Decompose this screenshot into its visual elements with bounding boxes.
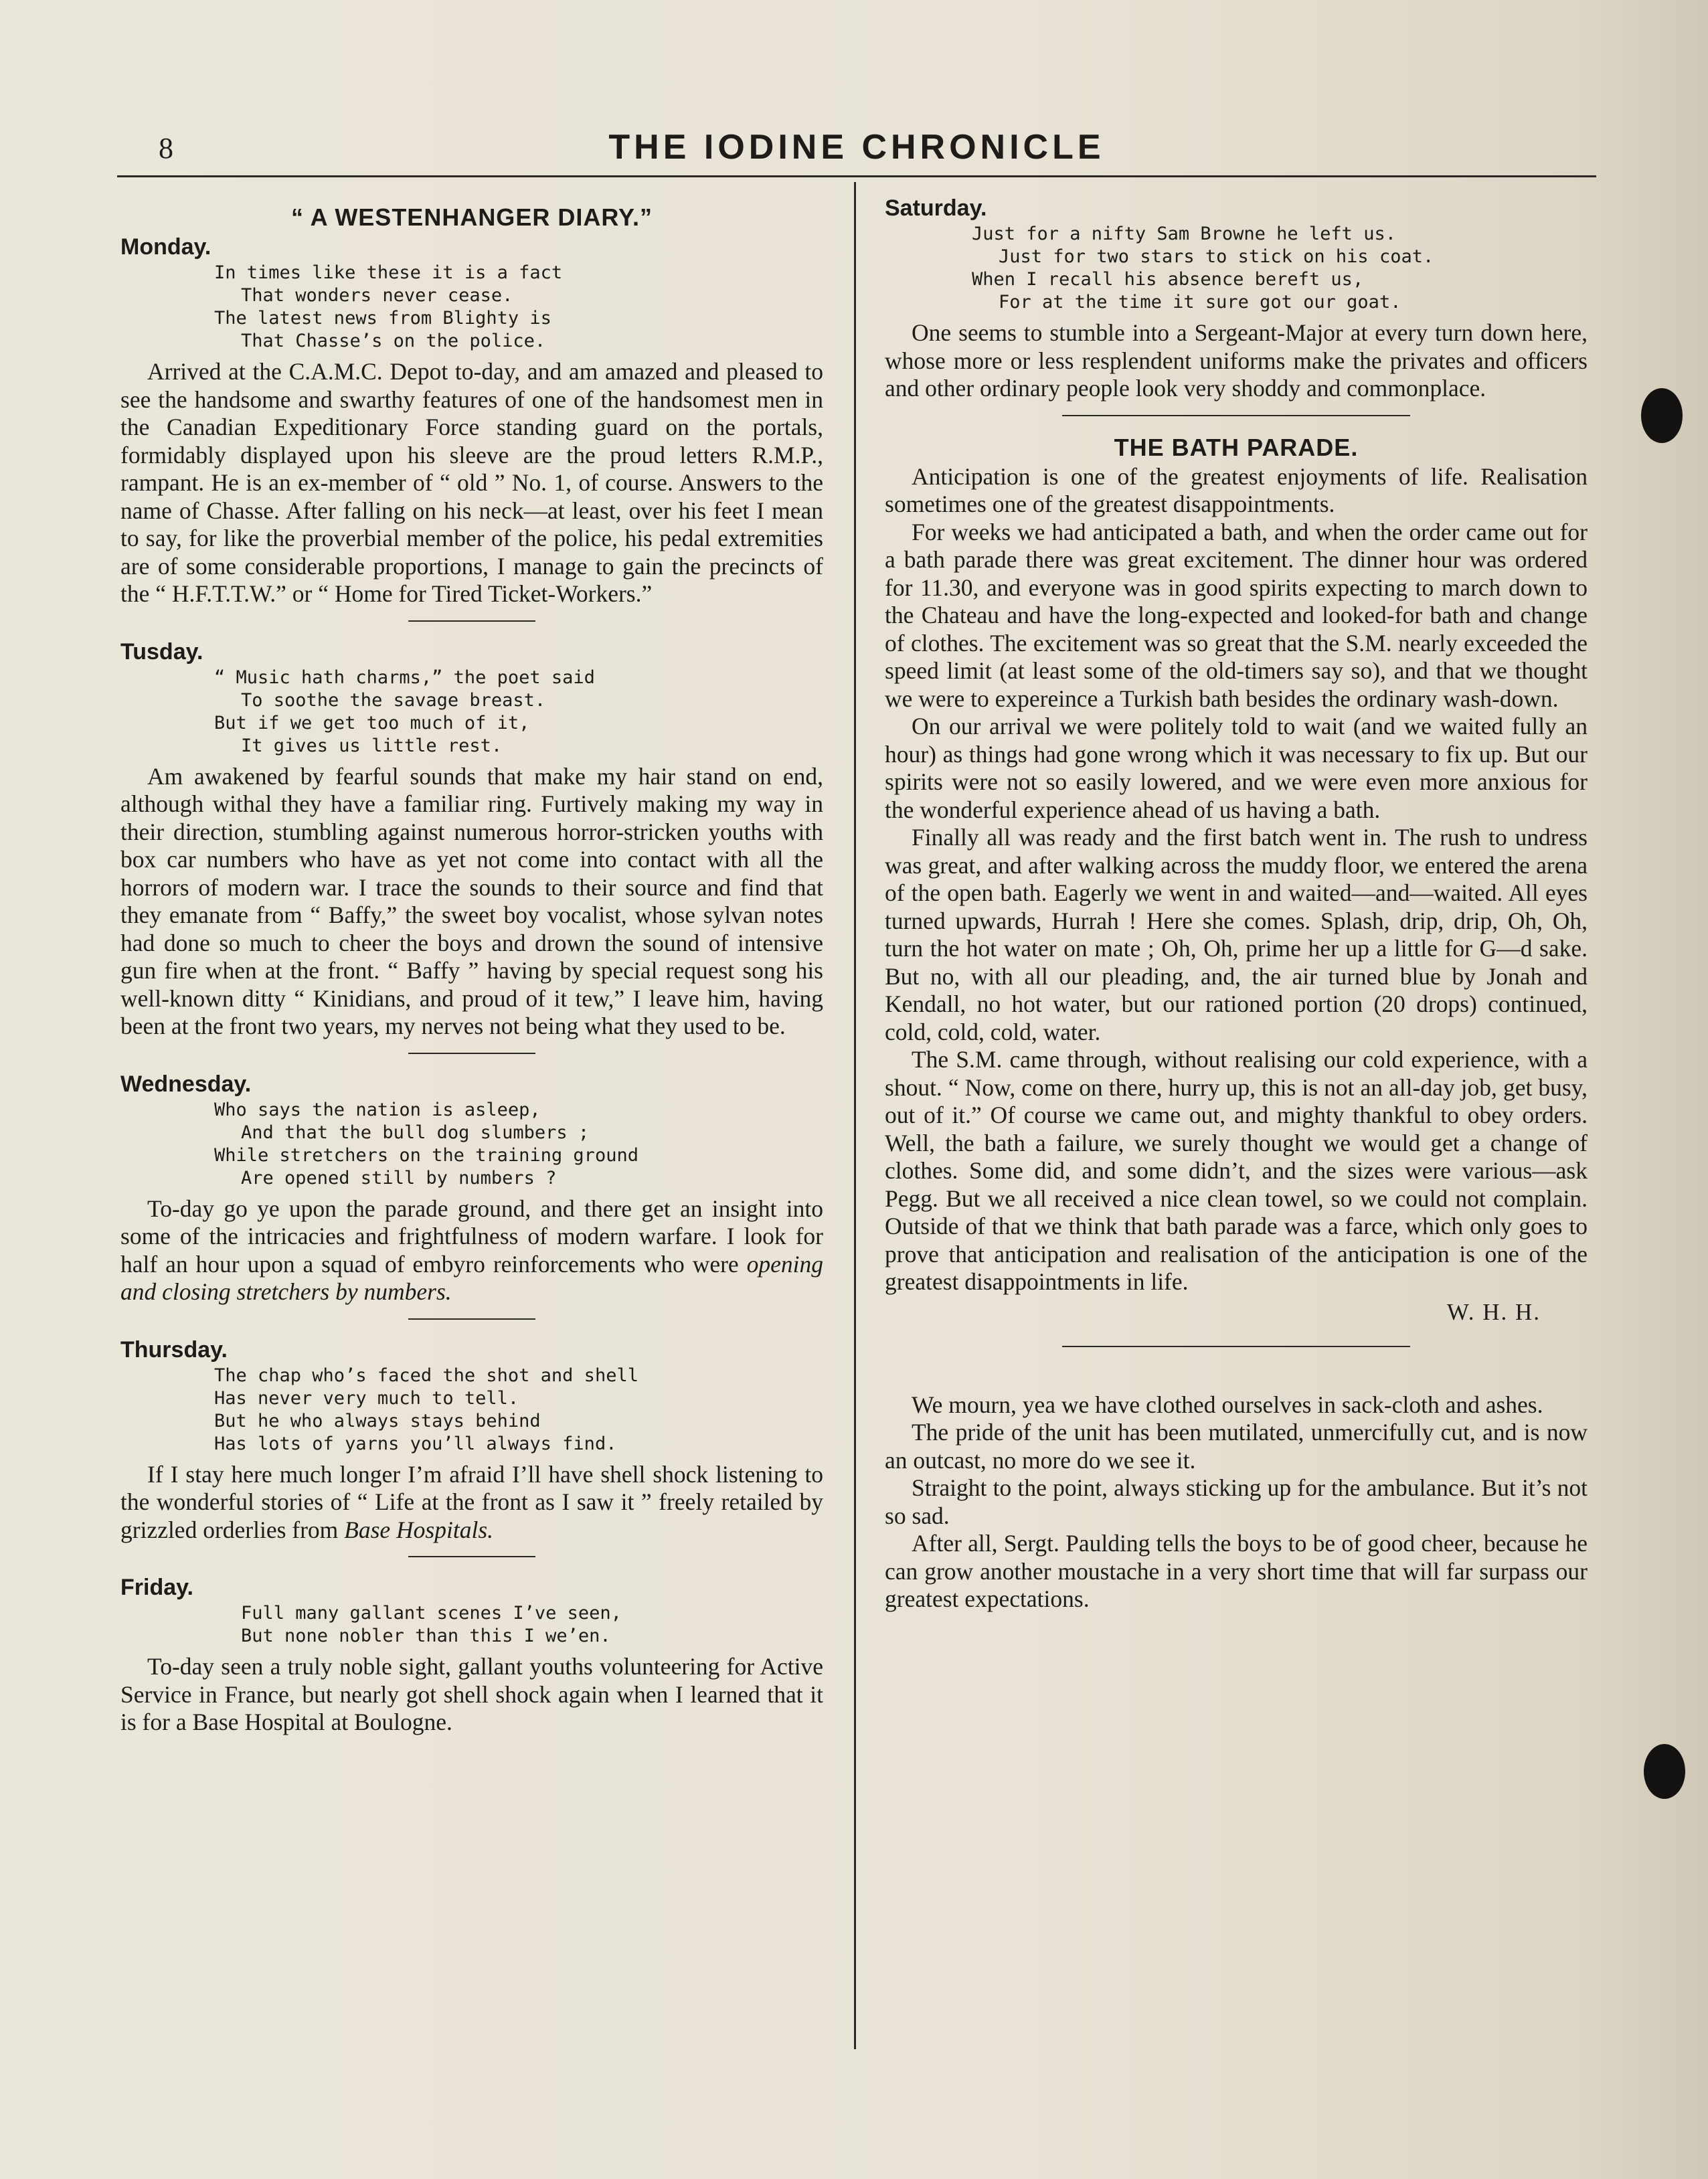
- verse-line: And that the bull dog slumbers ;: [241, 1122, 590, 1143]
- binding-hole: [1641, 388, 1683, 443]
- verse-wednesday: [214, 1099, 823, 1190]
- paragraph-italic: Base Hospitals.: [344, 1516, 494, 1543]
- verse-line: “ Music hath charms,” the poet said: [214, 667, 595, 688]
- verse-line: Full many gallant scenes I’ve seen,: [241, 1603, 622, 1624]
- paragraph-italic: opening and closing stretchers by numbers.: [120, 1250, 823, 1305]
- verse-line: When I recall his absence bereft us,: [972, 269, 1364, 290]
- verse-friday: [241, 1602, 823, 1648]
- verse-line: Has lots of yarns you’ll always find.: [214, 1433, 617, 1454]
- paragraph: Straight to the point, always sticking up for the ambulance. But it’s not so sad.: [885, 1474, 1588, 1529]
- verse-line: In times like these it is a fact: [214, 262, 563, 283]
- paragraph-text: To-day go ye upon the parade ground, and there get an insight into some of the intricacies and frightfulness of modern warfare. I look for half an hour upon a squad of embyro reinforcements who were: [120, 1195, 823, 1278]
- verse-line: But none nobler than this I we’en.: [241, 1626, 611, 1646]
- paragraph: For weeks we had anticipated a bath, and when the order came out for a bath parade there was great excitement. The dinner hour was ordered for 11.30, and everyone was in good spirits expecting to march down to the Chateau and have the long-expected and looked-for bath and change of clothes. The excitement was so great that the S.M. nearly exceeded the speed limit (at least some of the old-timers say so), and that we thought we were to expereince a Turkish bath besides the ordinary wash-down.: [885, 518, 1588, 712]
- verse-line: That Chasse’s on the police.: [241, 331, 546, 351]
- verse-line: Just for two stars to stick on his coat.: [999, 246, 1434, 267]
- left-column: [120, 193, 823, 1737]
- paragraph: Finally all was ready and the first batch went in. The rush to undress was great, and after walking across the muddy floor, we entered the arena of the open bath. Eagerly we went in and waited—and—waited. All eyes turned upwards, Hurrah ! Here she comes. Splash, drip, drip, Oh, Oh, turn the hot water on mate ; Oh, Oh, prime her up a little for G—d sake. But no, with all our pleading, and, the air turned blue by Jonah and Kendall, no hot water, but our rationed portion (20 drops) continued, cold, cold, cold, water.: [885, 824, 1588, 1045]
- page-header: [117, 127, 1596, 177]
- paragraph: Anticipation is one of the greatest enjoyments of life. Realisation sometimes one of the greatest disappointments.: [885, 462, 1588, 517]
- paragraph: After all, Sergt. Paulding tells the boys to be of good cheer, because he can grow another moustache in a very short time that will far surpass our greatest expectations.: [885, 1530, 1588, 1612]
- paragraph: The pride of the unit has been mutilated, unmercifully cut, and is now an outcast, no more do we see it.: [885, 1419, 1588, 1474]
- section-divider: [408, 1318, 535, 1320]
- verse-line: To soothe the savage breast.: [241, 689, 546, 711]
- paragraph-text: If I stay here much longer I’m afraid I’ll have shell shock listening to the wonderful stories of “ Life at the front as I saw it ” freely retailed by grizzled orderlies from: [120, 1460, 823, 1543]
- verse-line: Just for a nifty Sam Browne he left us.: [972, 224, 1396, 244]
- day-heading-wednesday: Wednesday.: [120, 1071, 252, 1097]
- paragraph-friday: To-day seen a truly noble sight, gallant youths volunteering for Active Service in France, but nearly got shell shock again when I learned that it is for a Base Hospital at Boulogne.: [120, 1653, 823, 1735]
- section-divider: [1062, 1346, 1410, 1347]
- author-signature: W. H. H.: [1446, 1298, 1541, 1325]
- paragraph-saturday: One seems to stumble into a Sergeant-Major at every turn down here, whose more or less resplendent uniforms make the privates and officers and other ordinary people look very shoddy and commonplace.: [885, 319, 1588, 402]
- verse-line: But he who always stays behind: [214, 1410, 541, 1431]
- paragraph-thursday: [120, 1461, 823, 1545]
- publication-title: THE IODINE CHRONICLE: [608, 128, 1105, 167]
- right-column: [885, 193, 1588, 1614]
- column-divider: [854, 182, 856, 2049]
- day-heading-saturday: Saturday.: [885, 195, 987, 221]
- paragraph-monday: Arrived at the C.A.M.C. Depot to-day, and am amazed and pleased to see the handsome and swarthy features of one of the handsomest men in the Canadian Expeditionary Force standing guard on the portals, formidably displayed upon his sleeve are the proud letters R.M.P., rampant. He is an ex-member of “ old ” No. 1, of course. Answers to the name of Chasse. After falling on his neck—at least, over his feet I mean to say, for like the proverbial member of the police, his pedal extremities are of some considerable proportions, I manage to gain the precincts of the “ H.F.T.T.W.” or “ Home for Tired Ticket-Workers.”: [120, 358, 823, 607]
- paragraph: We mourn, yea we have clothed ourselves in sack-cloth and ashes.: [912, 1391, 1543, 1418]
- verse-line: The chap who’s faced the shot and shell: [214, 1365, 638, 1386]
- day-heading-monday: Monday.: [120, 234, 211, 260]
- verse-line: Are opened still by numbers ?: [241, 1167, 557, 1189]
- paragraph: The S.M. came through, without realising our cold experience, with a shout. “ Now, come on there, hurry up, this is not an all-day job, get busy, out of it.” Of course we came out, and mighty thankful to obey orders. Well, the bath a failure, we surely thought we would get a change of clothes. Some did, and some didn’t, and the sizes were various—ask Pegg. But we all received a nice clean towel, so we could not complain. Outside of that we think that bath parade was a farce, which only goes to prove that anticipation and realisation of the anticipation is one of the greatest disappointments in life.: [885, 1046, 1588, 1295]
- page-number: 8: [159, 132, 173, 165]
- day-heading-thursday: Thursday.: [120, 1336, 228, 1363]
- paragraph-tuesday: Am awakened by fearful sounds that make my hair stand on end, although withal they have a familiar ring. Furtively making my way in their direction, stumbling against numerous horror-stricken youths with box car numbers who have as yet not come into contact with all the horrors of modern war. I trace the sounds to their source and find that they emanate from “ Baffy,” the sweet boy vocalist, whose sylvan notes had done so much to cheer the boys and drown the sound of intensive gun fire when at the front. “ Baffy ” having by special request song his well-known ditty “ Kinidians, and proud of it tew,” I leave him, having been at the front two years, my nerves not being what they used to be.: [120, 762, 823, 1039]
- paragraph-wednesday: [120, 1195, 823, 1306]
- verse-line: But if we get too much of it,: [214, 712, 530, 733]
- verse-line: That wonders never cease.: [241, 285, 513, 306]
- verse-line: Has never very much to tell.: [214, 1387, 519, 1409]
- section-divider: [408, 620, 535, 622]
- verse-thursday: [214, 1365, 823, 1456]
- section-divider: [1062, 415, 1410, 416]
- binding-hole: [1644, 1744, 1685, 1799]
- section-divider: [408, 1556, 535, 1557]
- verse-saturday: [972, 223, 1588, 314]
- verse-tuesday: [214, 667, 823, 758]
- day-heading-friday: Friday.: [120, 1575, 193, 1600]
- section-divider: [408, 1053, 535, 1054]
- verse-line: Who says the nation is asleep,: [214, 1099, 541, 1120]
- paragraph: On our arrival we were politely told to wait (and we waited fully an hour) as things had gone wrong which it was necessary to fix up. But our spirits were not so easily lowered, and we were even more anxious for the wonderful experience ahead of us having a bath.: [885, 713, 1588, 823]
- article-title-bath-parade: THE BATH PARADE.: [1114, 433, 1359, 461]
- verse-line: It gives us little rest.: [241, 735, 503, 756]
- verse-line: While stretchers on the training ground: [214, 1144, 638, 1166]
- day-heading-tuesday: Tusday.: [120, 638, 203, 665]
- verse-line: For at the time it sure got our goat.: [999, 292, 1401, 313]
- verse-line: The latest news from Blighty is: [214, 308, 551, 329]
- article-title-westenhanger-diary: “ A WESTENHANGER DIARY.”: [290, 203, 653, 231]
- verse-monday: [214, 262, 823, 353]
